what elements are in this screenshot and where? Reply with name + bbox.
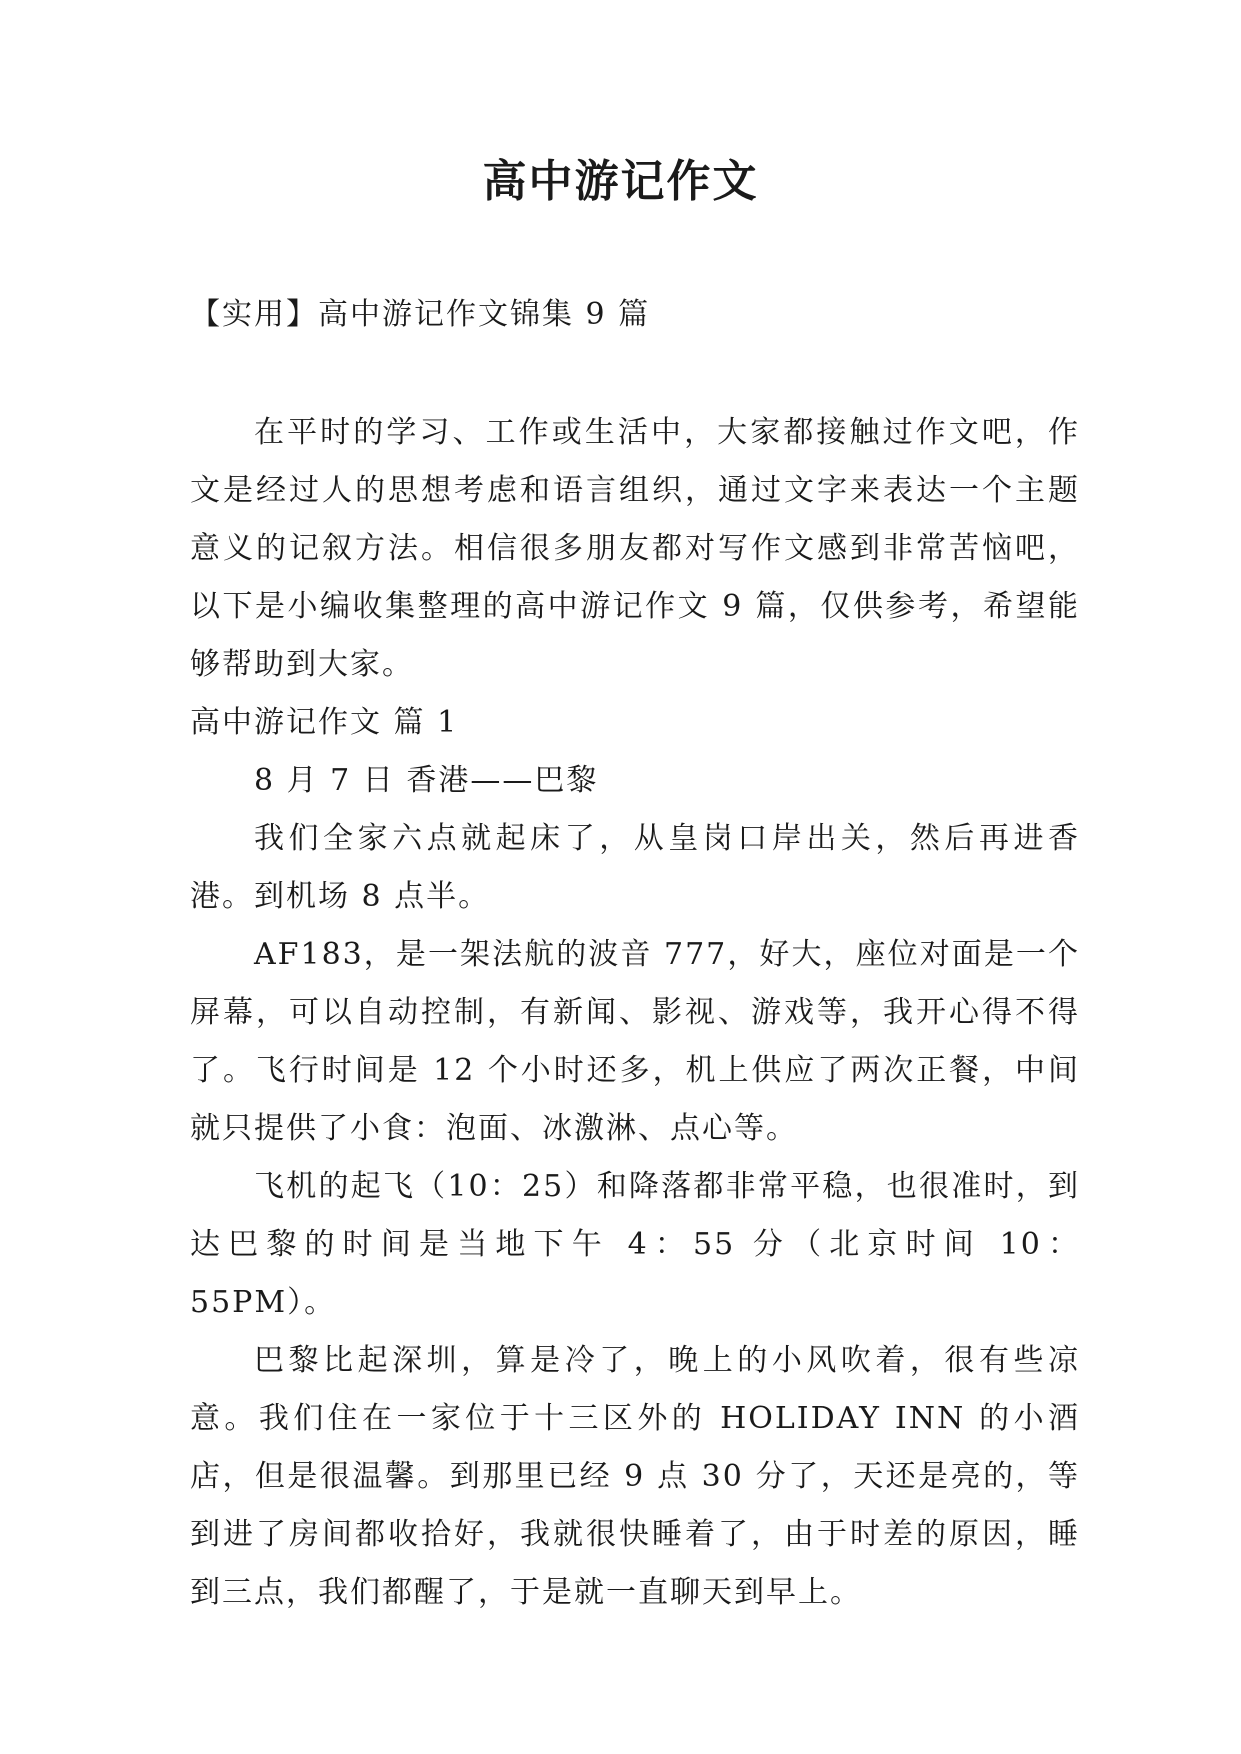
intro-paragraph: 在平时的学习、工作或生活中，大家都接触过作文吧，作文是经过人的思想考虑和语言组织，通过文字来表达一个主题意义的记叙方法。相信很多朋友都对写作文感到非常苦恼吧，以下是小编收集整理的高中游记作文 9 篇，仅供参考，希望能够帮助到大家。 [190,415,1080,682]
body-paragraph: 我们全家六点就起床了，从皇岗口岸出关，然后再进香港。到机场 8 点半。 [190,821,1080,914]
document-title: 高中游记作文 [482,156,759,207]
document-subtitle: 【实用】高中游记作文锦集 9 篇 [190,297,651,332]
section-heading: 高中游记作文 篇 1 [190,705,459,740]
document-body [190,404,1080,1622]
body-paragraph: 巴黎比起深圳，算是冷了，晚上的小风吹着，很有些凉意。我们住在一家位于十三区外的 HOLIDAY INN 的小酒店，但是很温馨。到那里已经 9 点 30 分了，天还是亮的，等到进了房间都收拾好，我就很快睡着了，由于时差的原因，睡到三点，我们都醒了，于是就一直聊天到早上。 [190,1343,1080,1610]
date-route-line: 8 月 7 日 香港——巴黎 [254,763,599,798]
body-paragraph: AF183，是一架法航的波音 777，好大，座位对面是一个屏幕，可以自动控制，有新闻、影视、游戏等，我开心得不得了。飞行时间是 12 个小时还多，机上供应了两次正餐，中间就只提供了小食：泡面、冰激淋、点心等。 [190,937,1080,1146]
body-paragraph: 飞机的起飞（10：25）和降落都非常平稳，也很准时，到达巴黎的时间是当地下午 4：55 分（北京时间 10：55PM）。 [190,1169,1080,1320]
